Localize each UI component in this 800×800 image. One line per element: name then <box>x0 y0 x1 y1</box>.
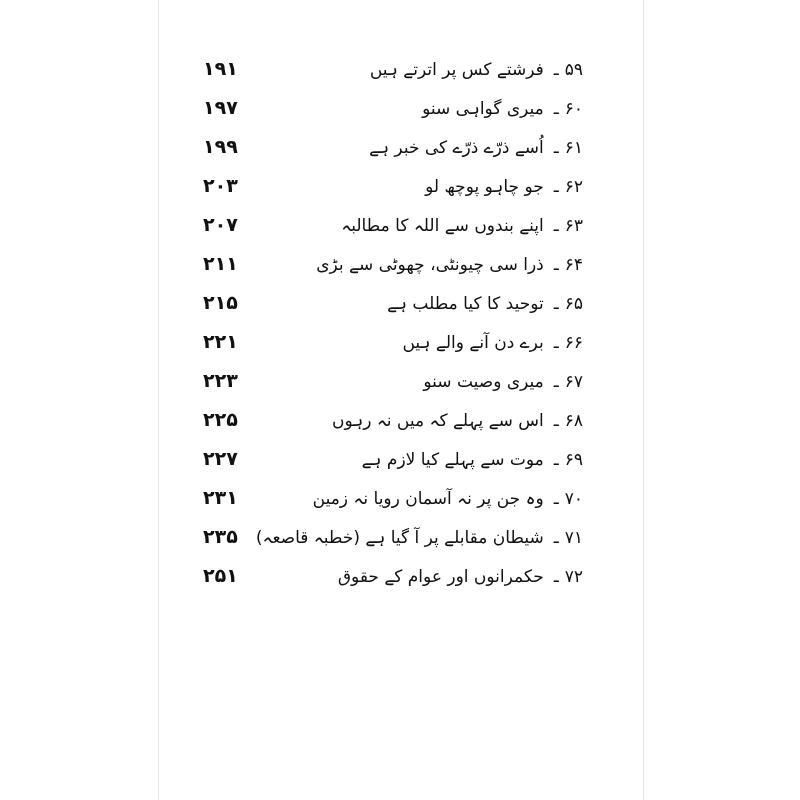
toc-entry-number: ۶۳ <box>564 216 583 236</box>
toc-row <box>159 52 643 91</box>
toc-entry-number: ۶۴ <box>564 255 583 275</box>
toc-entry-text: اپنے بندوں سے اللہ کا مطالبہ <box>341 216 544 236</box>
toc-entry-dash: ـ <box>553 450 559 470</box>
toc-entry-title <box>425 175 583 199</box>
toc-entry-title <box>387 292 583 316</box>
toc-row <box>159 520 643 559</box>
toc-entry-number: ۶۸ <box>564 411 583 431</box>
toc-entry-number: ۶۲ <box>564 177 583 197</box>
toc-entry-text: میری گواہی سنو <box>422 99 544 119</box>
toc-entry-number: ۷۱ <box>564 528 583 548</box>
toc-row <box>159 442 643 481</box>
toc-row <box>159 559 643 598</box>
toc-entry-number: ۶۵ <box>564 294 583 314</box>
toc-entry-title <box>338 565 583 589</box>
toc-entry-number: ۶۹ <box>564 450 583 470</box>
toc-entry-page: ۲۲۵ <box>203 409 238 431</box>
toc-entry-number: ۵۹ <box>564 60 583 80</box>
toc-entry-page: ۲۰۷ <box>203 214 238 236</box>
toc-row <box>159 91 643 130</box>
toc-entry-dash: ـ <box>553 99 559 119</box>
toc-entry-title <box>422 97 583 121</box>
toc-row <box>159 403 643 442</box>
toc-entry-text: حکمرانوں اور عوام کے حقوق <box>337 567 544 587</box>
toc-entry-dash: ـ <box>553 567 559 587</box>
toc-entry-title <box>370 58 583 82</box>
toc-entry-title <box>423 370 583 394</box>
toc-entry-page: ۲۳۱ <box>203 487 238 509</box>
toc-entry-title <box>256 526 583 550</box>
toc-entry-page: ۲۱۵ <box>203 292 238 314</box>
toc-entry-dash: ـ <box>553 411 559 431</box>
toc-entry-number: ۶۱ <box>564 138 583 158</box>
toc-entry-dash: ـ <box>553 489 559 509</box>
toc-entry-title <box>316 253 583 277</box>
toc-entry-page: ۲۲۳ <box>203 370 238 392</box>
toc-entry-text: ذرا سی چیونٹی، چھوٹی سے بڑی <box>316 255 544 275</box>
toc-entry-dash: ـ <box>553 60 559 80</box>
toc-entry-dash: ـ <box>553 528 559 548</box>
toc-entry-dash: ـ <box>553 372 559 392</box>
toc-entry-text: فرشتے کس پر اترتے ہیں <box>369 60 544 80</box>
toc-row <box>159 364 643 403</box>
toc-entry-dash: ـ <box>553 138 559 158</box>
toc-entry-number: ۶۷ <box>564 372 583 392</box>
toc-entry-page: ۲۳۵ <box>203 526 238 548</box>
toc-entry-number: ۶۰ <box>564 99 583 119</box>
toc-entry-dash: ـ <box>553 255 559 275</box>
toc-entry-dash: ـ <box>553 333 559 353</box>
toc-entry-page: ۲۰۳ <box>203 175 238 197</box>
toc-entry-page: ۱۹۷ <box>203 97 238 119</box>
toc-entry-title <box>362 448 583 472</box>
toc-entry-title <box>402 331 583 355</box>
toc-entry-page: ۲۲۱ <box>203 331 238 353</box>
toc-entry-title <box>313 487 583 511</box>
toc-entry-text: وہ جن پر نہ آسمان رویا نہ زمین <box>312 489 544 509</box>
table-of-contents <box>159 52 643 598</box>
toc-entry-text: اُسے ذرّے ذرّے کی خبر ہے <box>369 138 544 158</box>
toc-entry-dash: ـ <box>553 216 559 236</box>
book-page <box>158 0 644 800</box>
toc-entry-page: ۲۲۷ <box>203 448 238 470</box>
toc-entry-title <box>341 214 583 238</box>
toc-entry-page: ۱۹۹ <box>203 136 238 158</box>
toc-entry-title <box>369 136 583 160</box>
toc-entry-text: جو چاہو پوچھ لو <box>425 177 544 197</box>
toc-entry-text: برے دن آنے والے ہیں <box>402 333 544 353</box>
toc-row <box>159 130 643 169</box>
toc-row <box>159 286 643 325</box>
toc-entry-page: ۱۹۱ <box>203 58 238 80</box>
toc-row <box>159 247 643 286</box>
toc-entry-title <box>332 409 583 433</box>
toc-row <box>159 169 643 208</box>
toc-row <box>159 481 643 520</box>
toc-entry-page: ۲۵۱ <box>203 565 238 587</box>
toc-entry-number: ۶۶ <box>564 333 583 353</box>
toc-entry-number: ۷۲ <box>564 567 583 587</box>
toc-entry-text: شیطان مقابلے پر آ گیا ہے (خطبہ قاصعہ) <box>255 528 544 548</box>
toc-entry-page: ۲۱۱ <box>203 253 238 275</box>
toc-entry-dash: ـ <box>553 177 559 197</box>
toc-entry-text: موت سے پہلے کیا لازم ہے <box>361 450 544 470</box>
toc-row <box>159 208 643 247</box>
toc-entry-text: میری وصیت سنو <box>423 372 544 392</box>
toc-entry-text: توحید کا کیا مطلب ہے <box>387 294 544 314</box>
toc-entry-text: اس سے پہلے کہ میں نہ رہوں <box>332 411 544 431</box>
toc-entry-number: ۷۰ <box>564 489 583 509</box>
toc-row <box>159 325 643 364</box>
toc-entry-dash: ـ <box>553 294 559 314</box>
